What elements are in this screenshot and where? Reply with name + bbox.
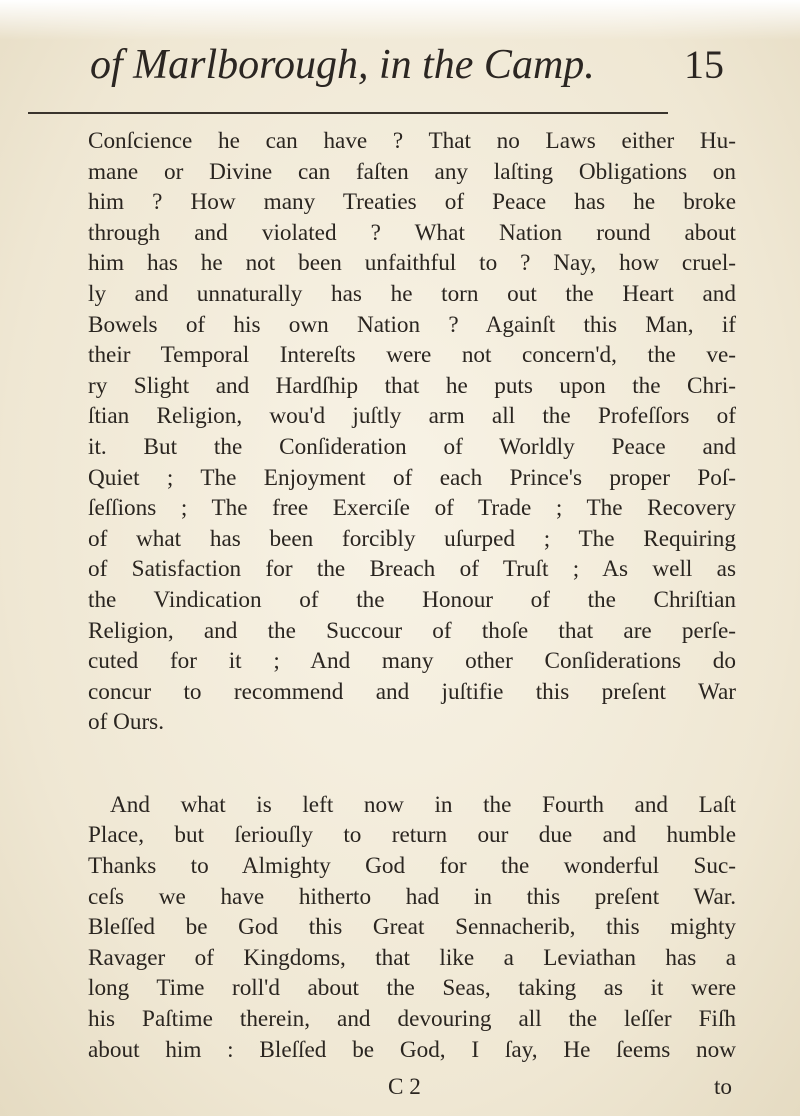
text-line: Bleſſed be God this Great Sennacherib, this mighty	[88, 914, 736, 941]
text-line: of what has been forcibly uſurped ; The Requiring	[88, 525, 736, 552]
text-line: Conſcience he can have ? That no Laws either Hu-	[88, 128, 736, 154]
paragraph-1	[88, 126, 736, 738]
paragraph-2	[88, 790, 736, 1065]
body-text	[88, 126, 736, 1065]
text-line: his Paſtime therein, and devouring all the leſſer Fiſh	[88, 1006, 736, 1033]
text-line: ſeſſions ; The free Exerciſe of Trade ; The Recovery	[88, 495, 736, 522]
text-line: mane or Divine can faſten any laſting Obligations on	[88, 158, 736, 185]
text-line: him has he not been unfaithful to ? Nay, how cruel-	[88, 250, 736, 277]
text-line: cuted for it ; And many other Conſiderations do	[88, 648, 736, 675]
text-line: ry Slight and Hardſhip that he puts upon the Chri-	[88, 372, 736, 399]
text-line: the Vindication of the Honour of the Chriſtian	[88, 586, 736, 613]
text-line: Ravager of Kingdoms, that like a Leviathan has a	[88, 944, 736, 971]
text-line: Place, but ſeriouſly to return our due and humble	[88, 822, 736, 849]
text-line: ceſs we have hitherto had in this preſent War.	[88, 883, 736, 910]
text-line: ſtian Religion, wou'd juſtly arm all the Profeſſors of	[88, 403, 736, 430]
catchline	[88, 1070, 736, 1104]
text-line: Bowels of his own Nation ? Againſt this Man, if	[88, 311, 736, 338]
text-line: Religion, and the Succour of thoſe that are perſe-	[88, 617, 736, 644]
text-line: concur to recommend and juſtifie this preſent War	[88, 678, 736, 705]
header-rule	[28, 112, 668, 114]
text-line: long Time roll'd about the Seas, taking as it were	[88, 975, 736, 1002]
page-header	[88, 32, 728, 98]
catchword: to	[713, 1074, 732, 1100]
text-line: it. But the Conſideration of Worldly Peace and	[88, 433, 736, 460]
text-line: about him : Bleſſed be God, I ſay, He ſeems now	[88, 1036, 736, 1063]
text-line: And what is left now in the Fourth and Laſt	[110, 791, 736, 818]
text-line: of Satisfaction for the Breach of Truſt ; As well as	[88, 556, 736, 583]
text-line: their Temporal Intereſts were not concern'd, the ve-	[88, 342, 736, 369]
signature-mark: C 2	[388, 1074, 421, 1100]
page-number: 15	[684, 42, 724, 87]
text-line: through and violated ? What Nation round about	[88, 219, 736, 246]
running-title: of Marlborough, in the Camp.	[90, 42, 595, 88]
text-line: ly and unnaturally has he torn out the Heart and	[88, 280, 736, 307]
paragraph-gap	[88, 738, 736, 790]
text-line: Thanks to Almighty God for the wonderful Suc-	[88, 853, 736, 880]
text-line: Quiet ; The Enjoyment of each Prince's proper Poſ-	[88, 464, 736, 491]
text-line: him ? How many Treaties of Peace has he broke	[88, 189, 736, 216]
text-line: of Ours.	[88, 709, 164, 736]
